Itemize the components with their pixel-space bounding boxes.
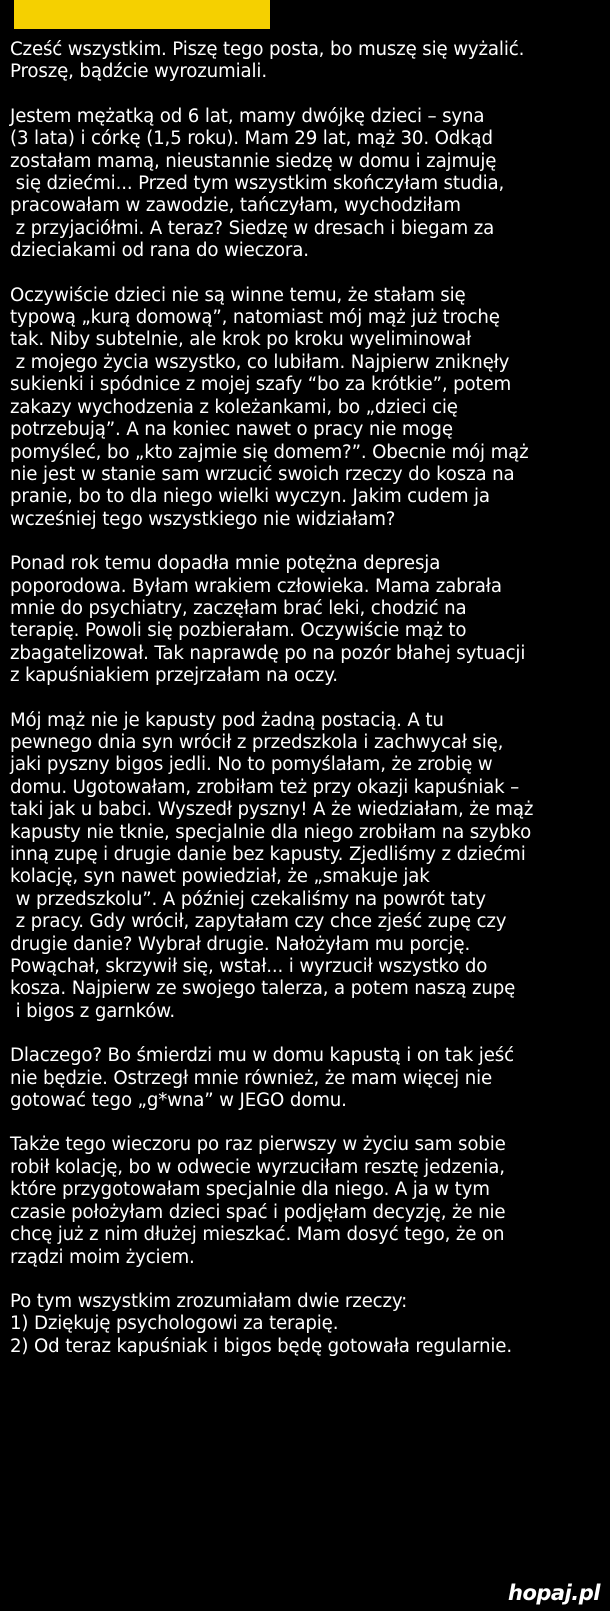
- paragraph: [10, 1045, 606, 1112]
- text-line: mnie do psychiatry, zaczęłam brać leki, chodzić na: [10, 597, 467, 619]
- text-line: jaki pyszny bigos jedli. No to pomyślałam, że zrobię w: [10, 754, 493, 776]
- text-line: Dlaczego? Bo śmierdzi mu w domu kapustą i on tak jeść: [10, 1045, 514, 1067]
- text-line: poporodowa. Byłam wrakiem człowieka. Mama zabrała: [10, 575, 502, 597]
- text-line: Powąchał, skrzywił się, wstał... i wyrzucił wszystko do: [10, 956, 488, 978]
- text-line: Cześć wszystkim. Piszę tego posta, bo muszę się wyżalić.: [10, 39, 525, 60]
- text-line: z mojego życia wszystko, co lubiłam. Najpierw zniknęły: [10, 351, 510, 373]
- text-line: zostałam mamą, nieustannie siedzę w domu i zajmuję: [10, 150, 497, 172]
- text-line: typową „kurą domową”, natomiast mój mąż już trochę: [10, 307, 500, 329]
- header-highlight-bar: [14, 0, 270, 29]
- text-line: drugie danie? Wybrał drugie. Nałożyłam mu porcję.: [10, 933, 471, 955]
- paragraph: [10, 39, 606, 84]
- text-line: kosza. Najpierw ze swojego talerza, a potem naszą zupę: [10, 978, 516, 1000]
- text-line: nie jest w stanie sam wrzucić swoich rzeczy do kosza na: [10, 463, 515, 485]
- text-line: nie będzie. Ostrzegł mnie również, że mam więcej nie: [10, 1067, 493, 1089]
- footer-bar: [0, 1575, 610, 1611]
- text-line: z kapuśniakiem przejrzałam na oczy.: [10, 665, 338, 687]
- text-line: czasie położyłam dzieci spać i podjęłam decyzję, że nie: [10, 1201, 506, 1223]
- text-line: inną zupę i drugie danie bez kapusty. Zjedliśmy z dziećmi: [10, 844, 526, 865]
- paragraph: [10, 1134, 606, 1268]
- paragraph: [10, 1291, 606, 1358]
- text-line: pewnego dnia syn wrócił z przedszkola i zachwycał się,: [10, 731, 504, 753]
- text-line: które przygotowałam specjalnie dla niego. A ja w tym: [10, 1179, 490, 1201]
- text-line: pomyśleć, bo „kto zajmie się domem?”. Obecnie mój mąż: [10, 441, 529, 463]
- paragraph: [10, 553, 606, 687]
- text-line: pranie, bo to dla niego wielki wyczyn. Jakim cudem ja: [10, 486, 490, 508]
- text-line: się dziećmi... Przed tym wszystkim skończyłam studia,: [10, 173, 505, 195]
- text-line: Także tego wieczoru po raz pierwszy w życiu sam sobie: [10, 1134, 506, 1156]
- text-line: dzieciakami od rana do wieczora.: [10, 240, 309, 262]
- text-line: 1) Dziękuję psychologowi za terapię.: [10, 1313, 339, 1335]
- text-line: Po tym wszystkim zrozumiałam dwie rzeczy:: [10, 1290, 408, 1312]
- text-line: Oczywiście dzieci nie są winne temu, że stałam się: [10, 284, 466, 306]
- text-line: taki jak u babci. Wyszedł pyszny! A że wiedziałam, że mąż: [10, 799, 534, 821]
- text-line: pracowałam w zawodzie, tańczyłam, wychodziłam: [10, 195, 461, 217]
- text-line: tak. Niby subtelnie, ale krok po kroku wyeliminował: [10, 329, 471, 351]
- paragraph: [10, 285, 606, 531]
- text-line: w przedszkolu”. A później czekaliśmy na powrót taty: [10, 888, 486, 910]
- text-line: kapusty nie tknie, specjalnie dla niego zrobiłam na szybko: [10, 821, 532, 843]
- text-line: i bigos z garnków.: [10, 1000, 175, 1022]
- text-line: Mój mąż nie je kapusty pod żadną postacią. A tu: [10, 709, 444, 731]
- paragraph: [10, 710, 606, 1024]
- post-body: [10, 39, 606, 1380]
- text-line: rządzi moim życiem.: [10, 1246, 195, 1268]
- text-line: wcześniej tego wszystkiego nie widziałam?: [10, 508, 396, 530]
- text-line: potrzebują”. A na koniec nawet o pracy nie mogę: [10, 419, 453, 441]
- text-line: chcę już z nim dłużej mieszkać. Mam dosyć tego, że on: [10, 1224, 505, 1246]
- logo-tld: .pl: [571, 1581, 600, 1605]
- text-line: Ponad rok temu dopadła mnie potężna depresja: [10, 553, 441, 575]
- text-line: terapię. Powoli się pozbierałam. Oczywiście mąż to: [10, 620, 467, 642]
- text-line: z przyjaciółmi. A teraz? Siedzę w dresach i biegam za: [10, 217, 495, 239]
- text-line: zbagatelizował. Tak naprawdę po na pozór błahej sytuacji: [10, 642, 526, 664]
- text-line: Proszę, bądźcie wyrozumiali.: [10, 61, 267, 83]
- text-line: zakazy wychodzenia z koleżankami, bo „dzieci cię: [10, 396, 458, 418]
- text-line: (3 lata) i córkę (1,5 roku). Mam 29 lat, mąż 30. Odkąd: [10, 128, 493, 150]
- text-line: sukienki i spódnice z mojej szafy “bo za krótkie”, potem: [10, 374, 512, 396]
- logo-text: hopaj: [508, 1581, 572, 1605]
- text-line: robił kolację, bo w odwecie wyrzuciłam resztę jedzenia,: [10, 1156, 505, 1178]
- text-line: 2) Od teraz kapuśniak i bigos będę gotowała regularnie.: [10, 1335, 512, 1357]
- text-line: kolację, syn nawet powiedział, że „smakuje jak: [10, 866, 430, 888]
- text-line: z pracy. Gdy wrócił, zapytałam czy chce zjeść zupę czy: [10, 911, 507, 933]
- text-line: domu. Ugotowałam, zrobiłam też przy okazji kapuśniak –: [10, 776, 520, 798]
- paragraph: [10, 106, 606, 263]
- text-line: Jestem mężatką od 6 lat, mamy dwójkę dzieci – syna: [10, 105, 485, 127]
- site-logo[interactable]: [508, 1581, 600, 1605]
- text-line: gotować tego „g*wna” w JEGO domu.: [10, 1090, 347, 1112]
